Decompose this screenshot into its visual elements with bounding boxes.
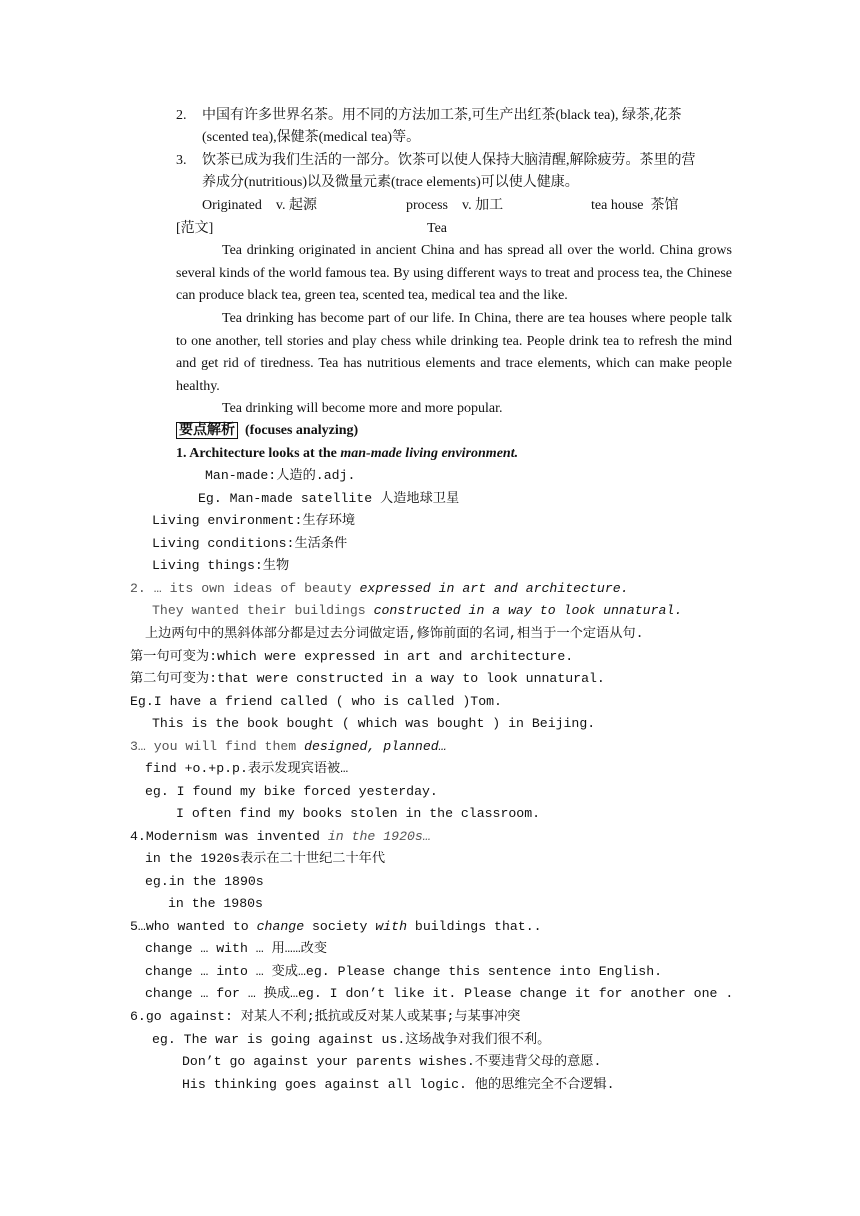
essay-paragraph-2: Tea drinking has become part of our life. In China, there are tea houses where people talk to one another, tell stories and play chess while drinking tea. People drink tea to refresh the mind and get rid of tiredness. Tea has nutritious elements and trace elements, which can make people healthy.	[176, 311, 732, 394]
item-3-heading: 3… you will find them designed, planned…	[130, 739, 447, 754]
essay-paragraph-1: Tea drinking originated in ancient China and has spread all over the world. China grows several kinds of the world famous tea. By using different ways to treat and process tea, the Chinese can produce black tea, green tea, scented tea, medical tea and the like.	[176, 243, 732, 303]
item-5-heading: 5…who wanted to change society with buildings that..	[130, 919, 542, 934]
item-3-line: I often find my books stolen in the classroom.	[176, 806, 541, 821]
item-1-line: Living conditions:生活条件	[152, 536, 348, 551]
essay-title: Tea	[427, 221, 448, 236]
item-5-line: change … with … 用……改变	[145, 941, 328, 956]
item-2-example: This is the book bought ( which was bought ) in Beijing.	[152, 716, 596, 731]
vocab-meaning: 加工	[475, 198, 504, 213]
item-4-line: in the 1920s表示在二十世纪二十年代	[145, 851, 386, 866]
vocab-item	[591, 195, 678, 217]
item-3-line: eg. I found my bike forced yesterday.	[145, 784, 438, 799]
vocab-item	[406, 195, 503, 217]
item-6-line: His thinking goes against all logic. 他的思维完全不合逻辑.	[182, 1077, 615, 1092]
item-5-line: change … for … 换成…eg. I don’t like it. Please change it for another one .	[145, 986, 734, 1001]
point-3-line-1: 饮茶已成为我们生活的一部分。饮茶可以使人保持大脑清醒,解除疲劳。茶里的营	[202, 153, 696, 168]
item-2-heading: 2. … its own ideas of beauty expressed in art and architecture.	[130, 581, 629, 596]
vocab-meaning: 茶馆	[650, 198, 679, 213]
vocab-word: process	[406, 198, 448, 213]
point-2-line-2: (scented tea),保健茶(medical tea)等。	[202, 130, 421, 145]
item-2-example: Eg.I have a friend called ( who is called )Tom.	[130, 694, 502, 709]
point-2-number: 2.	[176, 108, 187, 123]
vocab-word: tea house	[591, 198, 644, 213]
item-1-line: Eg. Man-made satellite 人造地球卫星	[198, 491, 460, 506]
item-4-line: eg.in the 1890s	[145, 874, 264, 889]
vocab-pos: v.	[275, 198, 286, 213]
item-2-line: 第一句可变为:which were expressed in art and architecture.	[130, 649, 574, 664]
item-6-line: Don’t go against your parents wishes.不要违背父母的意愿.	[182, 1054, 602, 1069]
item-3-line: find +o.+p.p.表示发现宾语被…	[145, 761, 349, 776]
item-1-line: Living things:生物	[152, 558, 290, 573]
vocab-meaning: 起源	[288, 198, 317, 213]
item-4-heading: 4.Modernism was invented in the 1920s…	[130, 829, 431, 844]
item-1-line: Living environment:生存环境	[152, 513, 356, 528]
vocab-item	[202, 195, 317, 217]
item-1-heading: 1. Architecture looks at the man-made living environment.	[176, 446, 519, 461]
item-6-heading: 6.go against: 对某人不利;抵抗或反对某人或某事;与某事冲突	[130, 1009, 521, 1024]
essay-paragraph-3: Tea drinking will become more and more popular.	[222, 401, 503, 416]
item-6-line: eg. The war is going against us.这场战争对我们很不利。	[152, 1032, 551, 1047]
item-4-line: in the 1980s	[168, 896, 263, 911]
focus-boxed-label: 要点解析	[176, 422, 238, 439]
point-3-number: 3.	[176, 153, 187, 168]
item-5-line: change … into … 变成…eg. Please change this sentence into English.	[145, 964, 663, 979]
vocab-word: Originated	[202, 198, 262, 213]
item-2-line: 第二句可变为:that were constructed in a way to look unnatural.	[130, 671, 605, 686]
item-2-note: 上边两句中的黑斜体部分都是过去分词做定语,修饰前面的名词,相当于一个定语从句.	[145, 626, 644, 641]
item-1-line: Man-made:人造的.adj.	[205, 468, 356, 483]
focus-label: (focuses analyzing)	[245, 423, 359, 438]
item-2-sentence: They wanted their buildings constructed in a way to look unnatural.	[152, 603, 683, 618]
focus-heading	[176, 420, 358, 442]
point-3-line-2: 养成分(nutritious)以及微量元素(trace elements)可以使人健康。	[202, 175, 579, 190]
point-2-line-1: 中国有许多世界名茶。用不同的方法加工茶,可生产出红茶(black tea), 绿茶,花茶	[202, 108, 682, 123]
essay-label: [范文]	[176, 221, 214, 236]
vocab-pos: v.	[462, 198, 472, 213]
